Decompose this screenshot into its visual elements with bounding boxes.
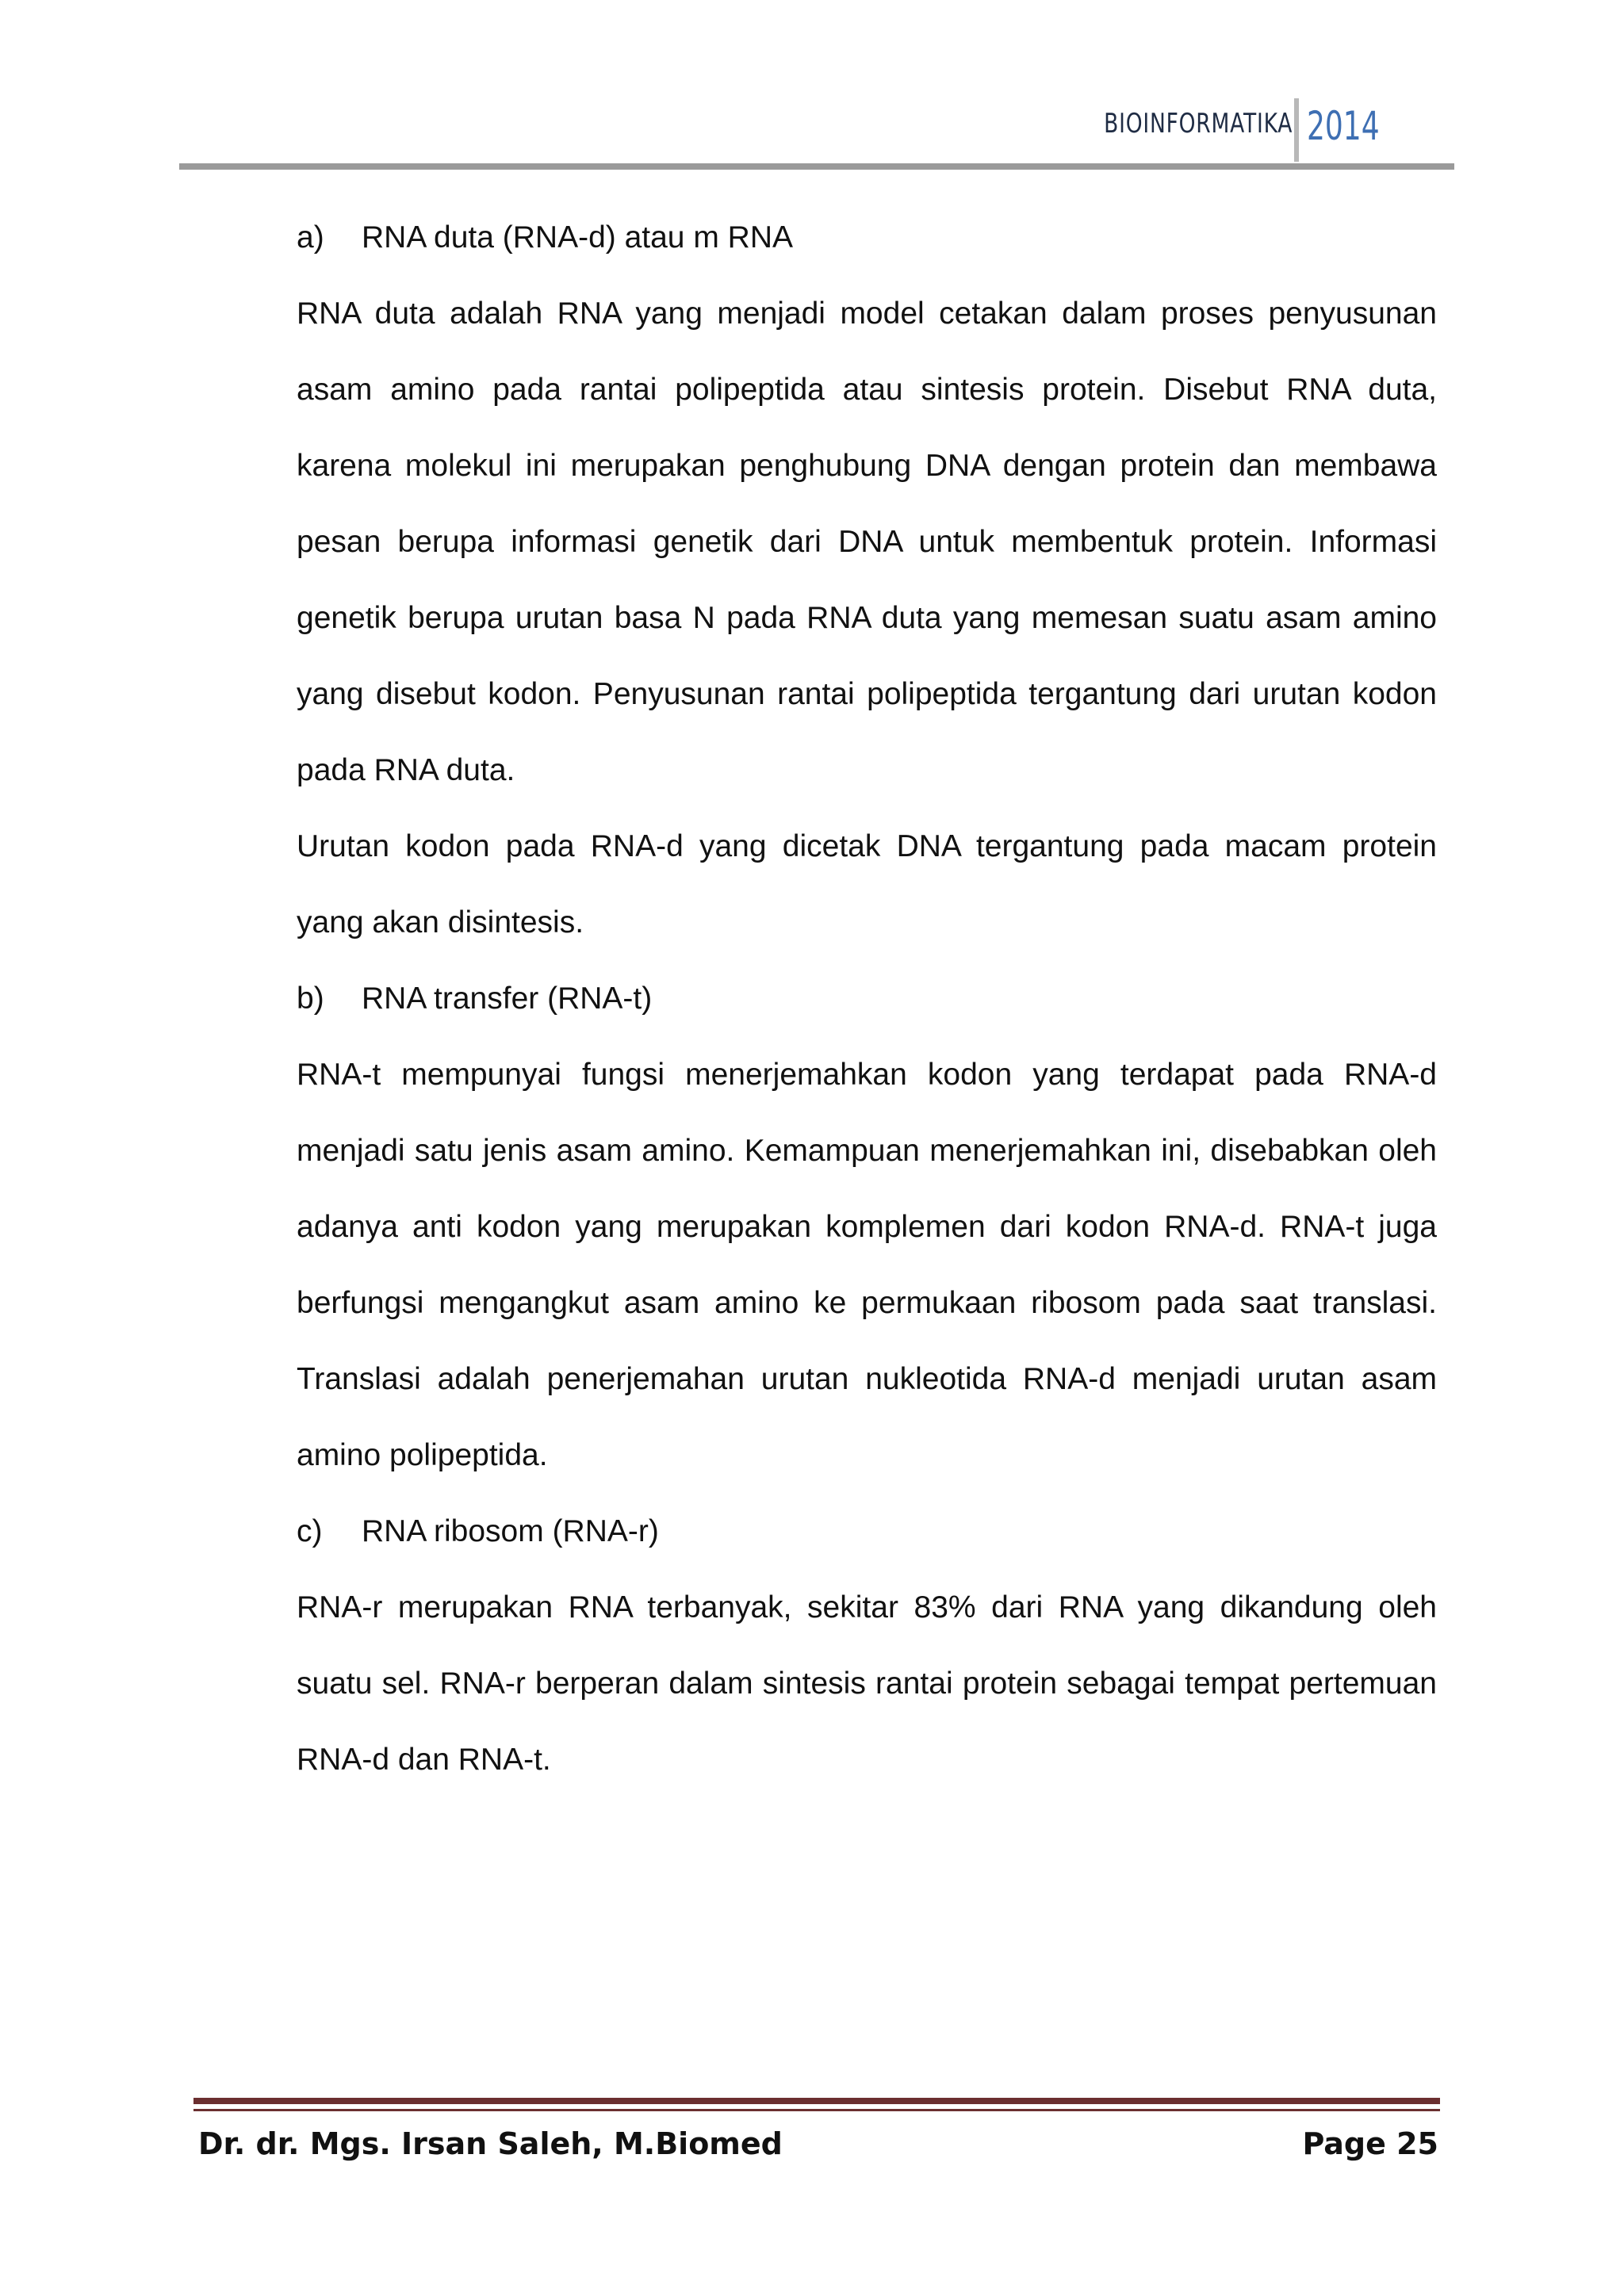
page-header — [0, 0, 1624, 174]
page-number: Page 25 — [1302, 2126, 1438, 2161]
paragraph: RNA duta adalah RNA yang menjadi model cetakan dalam proses penyusunan asam amino pada rantai polipeptida atau sintesis protein. Disebut RNA duta, karena molekul ini merupakan penghubung DNA dengan protein dan membawa pesan berupa informasi genetik dari DNA untuk membentuk protein. Informasi genetik berupa urutan basa N pada RNA duta yang memesan suatu asam amino yang disebut kodon. Penyusunan rantai polipeptida tergantung dari urutan kodon pada RNA duta. — [297, 297, 1437, 787]
section-heading-text: RNA duta (RNA-d) atau m RNA — [362, 220, 794, 254]
paragraph: RNA-r merupakan RNA terbanyak, sekitar 83% dari RNA yang dikandung oleh suatu sel. RNA-r berperan dalam sintesis rantai protein sebagai tempat pertemuan RNA-d dan RNA-t. — [297, 1590, 1437, 1777]
header-divider — [1294, 98, 1299, 162]
section-heading-text: RNA transfer (RNA-t) — [362, 982, 653, 1016]
header-year: 2014 — [1307, 103, 1380, 149]
header-title: BIOINFORMATIKA — [1103, 108, 1293, 140]
section-marker: a) — [297, 220, 324, 254]
section-marker: c) — [297, 1514, 323, 1548]
footer-rule — [193, 2098, 1440, 2104]
page-content — [297, 200, 1437, 1798]
section-marker: b) — [297, 982, 324, 1016]
header-rule — [179, 163, 1454, 170]
section-heading-a — [297, 200, 1437, 276]
paragraph: RNA-t mempunyai fungsi menerjemahkan kodon yang terdapat pada RNA-d menjadi satu jenis asam amino. Kemampuan menerjemahkan ini, disebabkan oleh adanya anti kodon yang merupakan komplemen dari kodon RNA-d. RNA-t juga berfungsi mengangkut asam amino ke permukaan ribosom pada saat translasi. Translasi adalah penerjemahan urutan nukleotida RNA-d menjadi urutan asam amino polipeptida. — [297, 1058, 1437, 1472]
section-heading-b — [297, 961, 1437, 1037]
footer-rule-thin — [193, 2109, 1440, 2111]
section-heading-text: RNA ribosom (RNA-r) — [362, 1514, 659, 1548]
footer-author: Dr. dr. Mgs. Irsan Saleh, M.Biomed — [198, 2126, 783, 2161]
paragraph: Urutan kodon pada RNA-d yang dicetak DNA tergantung pada macam protein yang akan disintesis. — [297, 829, 1437, 939]
section-heading-c — [297, 1494, 1437, 1570]
